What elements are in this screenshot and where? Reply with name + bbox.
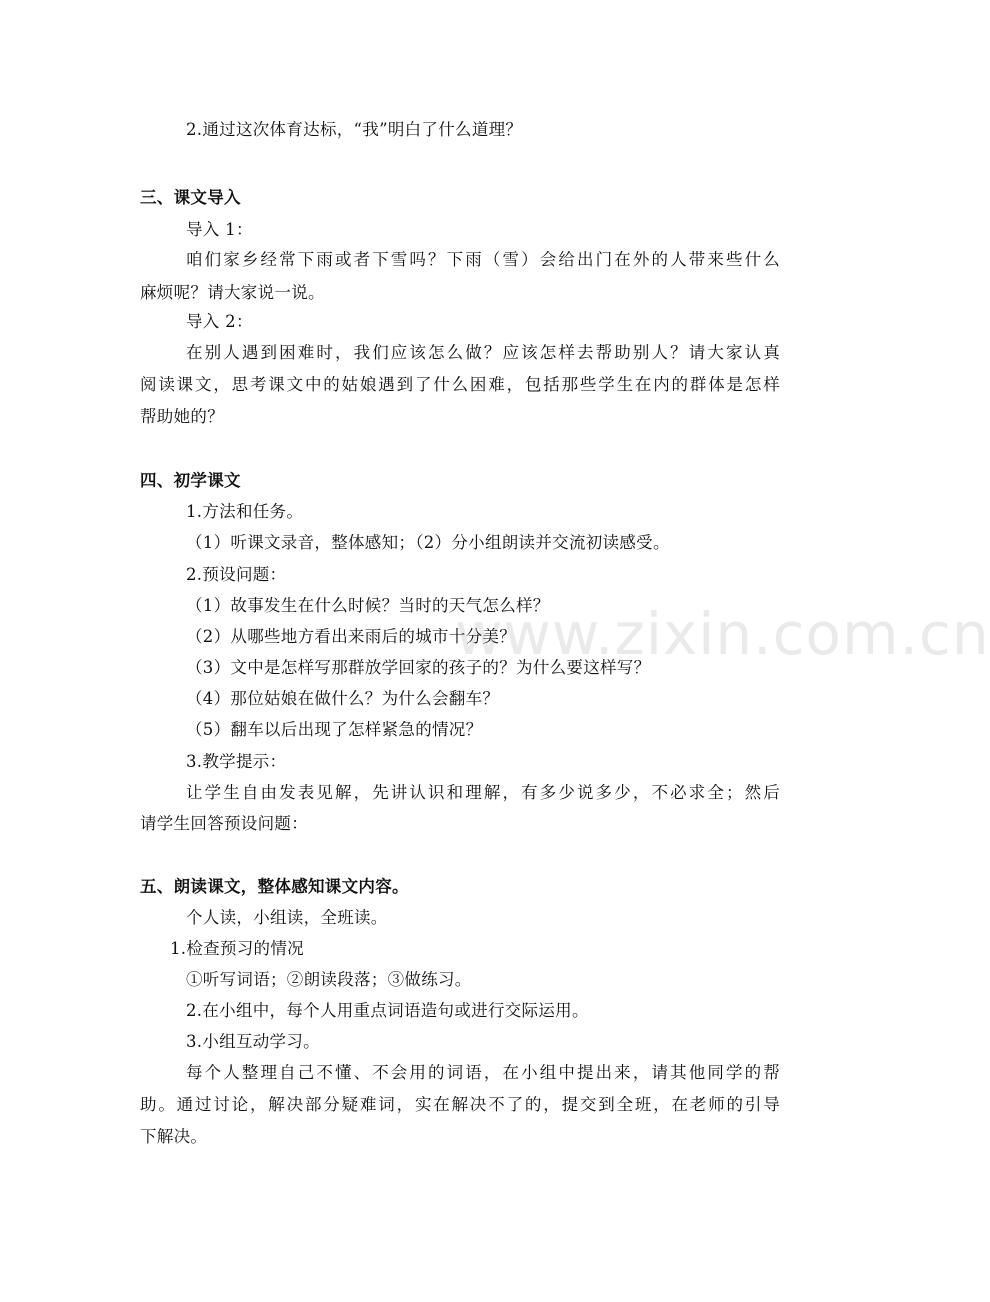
section-5-heading: 五、朗读课文，整体感知课文内容。 <box>140 877 409 896</box>
check-item-1: 1.检查预习的情况 <box>170 939 304 958</box>
preset-question-3: （3）文中是怎样写那群放学回家的孩子的？为什么要这样写？ <box>186 658 651 677</box>
check-item-3: 3.小组互动学习。 <box>186 1032 320 1051</box>
watermark: www.zixin.com.cn <box>455 600 990 668</box>
tip-line-2: 请学生回答预设问题： <box>140 814 308 833</box>
intro-2-line-3: 帮助她的？ <box>140 407 224 426</box>
preset-question-4: （4）那位姑娘在做什么？为什么会翻车？ <box>186 689 500 708</box>
intro-1-line-1: 咱们家乡经常下雨或者下雪吗？下雨（雪）会给出门在外的人带来些什么 <box>186 250 780 269</box>
group-paragraph-line-2: 助。通过讨论，解决部分疑难词，实在解决不了的，提交到全班，在老师的引导 <box>140 1095 780 1114</box>
group-paragraph-line-1: 每个人整理自己不懂、不会用的词语，在小组中提出来，请其他同学的帮 <box>186 1063 780 1082</box>
check-item-1-detail: ①听写词语；②朗读段落；③做练习。 <box>186 970 472 989</box>
read-modes: 个人读，小组读，全班读。 <box>186 908 388 927</box>
section-3-heading: 三、课文导入 <box>140 188 241 207</box>
check-item-2: 2.在小组中，每个人用重点词语造句或进行交际运用。 <box>186 1001 589 1020</box>
method-item-1: 1.方法和任务。 <box>186 502 304 521</box>
intro-1-line-2: 麻烦呢？请大家说一说。 <box>140 283 325 302</box>
intro-2-line-1: 在别人遇到困难时，我们应该怎么做？应该怎样去帮助别人？请大家认真 <box>186 343 780 362</box>
intro-1-label: 导入 1： <box>186 220 253 239</box>
method-item-3: 3.教学提示： <box>186 752 287 771</box>
method-item-1-detail: （1）听课文录音，整体感知；（2）分小组朗读并交流初读感受。 <box>186 533 670 552</box>
method-item-2: 2.预设问题： <box>186 565 287 584</box>
preset-question-2: （2）从哪些地方看出来雨后的城市十分美？ <box>186 627 516 646</box>
tip-line-1: 让学生自由发表见解，先讲认识和理解，有多少说多少，不必求全；然后 <box>186 783 780 802</box>
group-paragraph-line-3: 下解决。 <box>140 1127 208 1146</box>
section-4-heading: 四、初学课文 <box>140 471 241 490</box>
intro-2-line-2: 阅读课文，思考课文中的姑娘遇到了什么困难，包括那些学生在内的群体是怎样 <box>140 375 780 394</box>
preset-question-1: （1）故事发生在什么时候？当时的天气怎么样？ <box>186 596 550 615</box>
intro-2-label: 导入 2： <box>186 312 253 331</box>
question-2: 2.通过这次体育达标，“我”明白了什么道理？ <box>186 120 523 139</box>
preset-question-5: （5）翻车以后出现了怎样紧急的情况？ <box>186 720 483 739</box>
